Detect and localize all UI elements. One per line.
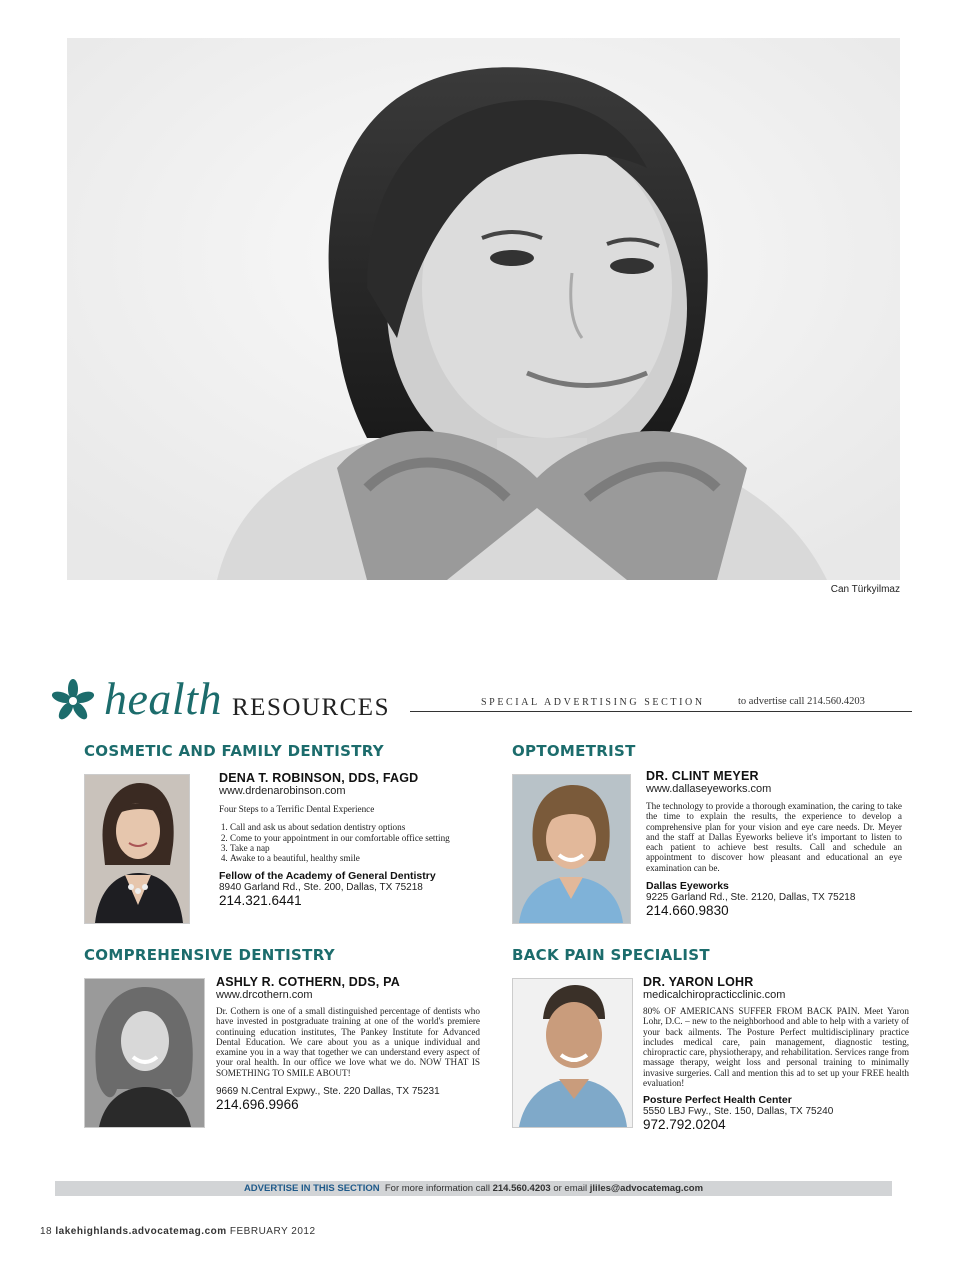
lohr-website-link[interactable]: medicalchiropracticclinic.com: [643, 989, 786, 1001]
portrait-illustration: [85, 979, 204, 1127]
brand-resources: RESOURCES: [232, 694, 390, 721]
portrait-illustration: [513, 775, 630, 923]
page-folio: [40, 1226, 316, 1237]
list-item: 4. Awake to a beautiful, healthy smile: [230, 853, 482, 863]
optometrist-address: 9225 Garland Rd., Ste. 2120, Dallas, TX 75218: [646, 892, 856, 904]
optometrist-phone[interactable]: 214.660.9830: [646, 903, 729, 919]
lohr-address: 5550 LBJ Fwy., Ste. 150, Dallas, TX 75240: [643, 1106, 834, 1118]
portrait-illustration: [67, 38, 900, 580]
optometrist-website-link[interactable]: www.dallaseyeworks.com: [646, 783, 772, 795]
dentist-name: DENA T. ROBINSON, DDS, FAGD: [219, 771, 419, 785]
brand-health: health: [104, 673, 222, 724]
cothern-phone[interactable]: 214.696.9966: [216, 1097, 299, 1113]
dentist-steps-list: [219, 822, 482, 863]
or-email-text: or email: [553, 1183, 588, 1194]
lohr-business: Posture Perfect Health Center: [643, 1094, 792, 1107]
page-number: 18: [40, 1226, 53, 1237]
section-title-optometrist: OPTOMETRIST: [512, 742, 636, 760]
section-title-backpain: BACK PAIN SPECIALIST: [512, 946, 710, 964]
footer-email-link[interactable]: jliles@advocatemag.com: [589, 1183, 704, 1194]
dentistry-card: [219, 771, 482, 908]
section-title-dentistry: COSMETIC AND FAMILY DENTISTRY: [84, 742, 384, 760]
dentist-address: 8940 Garland Rd., Ste. 200, Dallas, TX 75218: [219, 882, 423, 894]
optometrist-photo: [512, 774, 631, 924]
lohr-description: 80% OF AMERICANS SUFFER FROM BACK PAIN. Meet Yaron Lohr, D.C. – new to the neighborhood and able to help with a variety of your back ailments. The Posture Perfect multidisciplinary practice includes medical care, pain management, diagnostic testing, chiropractic care, physiotherapy, and rehabilitation. Services range from massage therapy, weight loss and personal training to minimally invasive surgeries. Call and mention this ad to set up your FREE health evaluation!: [643, 1006, 909, 1089]
optometrist-name: DR. CLINT MEYER: [646, 769, 759, 783]
optometrist-description: The technology to provide a thorough examination, the caring to take the time to explain the results, the experience to develop a comprehensive plan for your vision and eye care needs. Dr. Meyer and the staff at Dallas Eyeworks believe it's important to listen to each patient to achieve best results. Call and schedule an appointment to discover how pleasant and educational an eye examination can be.: [646, 801, 902, 873]
dentist-phone[interactable]: 214.321.6441: [219, 893, 302, 909]
site-url: lakehighlands.advocatemag.com: [55, 1226, 227, 1237]
section-title-comprehensive: COMPREHENSIVE DENTISTRY: [84, 946, 335, 964]
cothern-description: Dr. Cothern is one of a small distinguished percentage of dentists who have invested in postgraduate training at one of the world's premiere continuing education institutes, The Pankey Institute for Advanced Dental Education. We care about you as a unique individual and examine you in a way that together we can understand every aspect of your oral health. In our office we love what we do. NOW THAT IS SOMETHING TO SMILE ABOUT!: [216, 1006, 480, 1078]
lohr-phone[interactable]: 972.792.0204: [643, 1117, 726, 1133]
cothern-address: 9669 N.Central Expwy., Ste. 220 Dallas, TX 75231: [216, 1086, 440, 1098]
dentist-tagline: Four Steps to a Terrific Dental Experience: [219, 804, 375, 814]
footer-phone[interactable]: 214.560.4203: [492, 1183, 551, 1194]
more-info-text: For more information call: [384, 1183, 490, 1194]
hero-photo: [67, 38, 900, 580]
optometrist-business: Dallas Eyeworks: [646, 880, 729, 893]
comprehensive-card: [216, 975, 480, 1112]
lohr-photo: [512, 978, 633, 1128]
asterisk-logo-icon: [50, 678, 96, 724]
cothern-photo: [84, 978, 205, 1128]
portrait-illustration: [85, 775, 189, 923]
special-advertising-label: SPECIAL ADVERTISING SECTION: [481, 697, 705, 708]
portrait-illustration: [513, 979, 632, 1127]
optometrist-card: [646, 769, 902, 918]
lohr-name: DR. YARON LOHR: [643, 975, 754, 989]
dentist-photo: [84, 774, 190, 924]
list-item: 1. Call and ask us about sedation dentistry options: [230, 822, 482, 832]
issue-date: FEBRUARY 2012: [229, 1226, 316, 1237]
header-divider: [410, 711, 912, 712]
advertise-call: to advertise call 214.560.4203: [738, 696, 865, 707]
dentist-credential: Fellow of the Academy of General Dentistry: [219, 870, 436, 883]
dentist-website-link[interactable]: www.drdenarobinson.com: [219, 785, 346, 797]
cothern-website-link[interactable]: www.drcothern.com: [216, 989, 313, 1001]
photo-credit: Can Türkyilmaz: [830, 584, 900, 595]
cothern-name: ASHLY R. COTHERN, DDS, PA: [216, 975, 400, 989]
advertise-footer-bar: [55, 1181, 892, 1196]
list-item: 3. Take a nap: [230, 843, 482, 853]
backpain-card: [643, 975, 909, 1132]
list-item: 2. Come to your appointment in our comfortable office setting: [230, 833, 482, 843]
advertise-label: ADVERTISE IN THIS SECTION: [243, 1183, 380, 1194]
